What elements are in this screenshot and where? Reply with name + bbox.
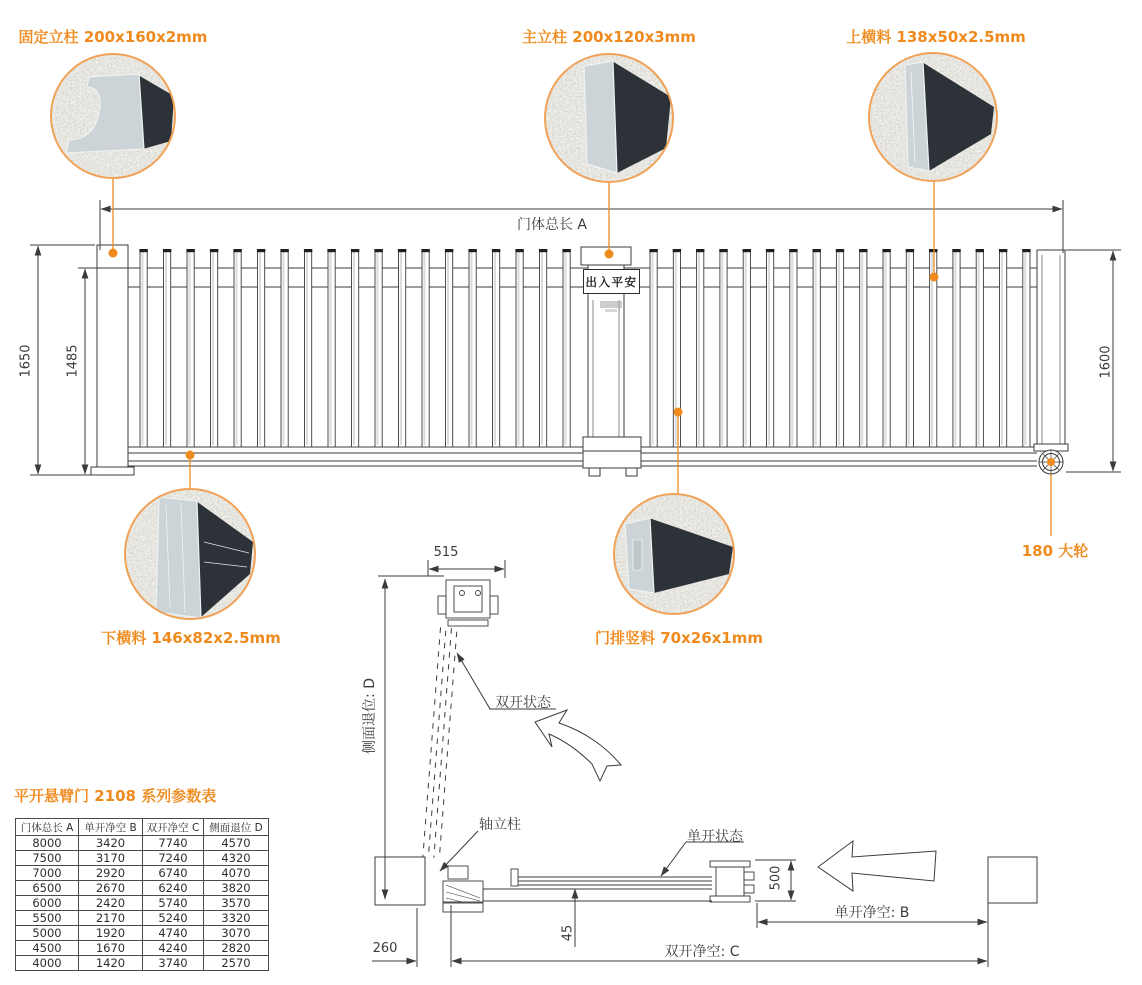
gate-picket (976, 249, 984, 447)
table-header-row (16, 819, 269, 836)
gate-picket (327, 249, 335, 447)
gate-picket (882, 249, 890, 447)
callout-dot-main-post (605, 250, 614, 259)
gate-picket (836, 249, 844, 447)
parameter-table (15, 818, 269, 971)
total-length-label: 门体总长 A (516, 217, 588, 233)
gate-picket (789, 249, 797, 447)
gate-picket (515, 249, 523, 447)
gate-picket (562, 249, 570, 447)
gate-motor (583, 437, 641, 468)
gate-picket (398, 249, 406, 447)
table-cell: 3170 (79, 851, 143, 866)
callout-dot-top-rail (930, 273, 939, 282)
wheel-label: 180 大轮 (1021, 542, 1089, 560)
gate-picket (445, 249, 453, 447)
callout-dot-bottom-rail (186, 451, 195, 460)
photo-bottom-rail (125, 489, 255, 619)
gate-picket (374, 249, 382, 447)
gate-picket (719, 249, 727, 447)
table-row (16, 941, 269, 956)
dim-1650-text: 1650 (18, 344, 34, 378)
gate-picket (999, 249, 1007, 447)
main-post-label: 主立柱 200x120x3mm (522, 28, 696, 46)
single-open-label: 单开状态 (687, 829, 743, 845)
pivot-post-leader (440, 831, 478, 871)
gate-picket (186, 249, 194, 447)
col-header-double-clear: 双开净空 C (143, 819, 204, 836)
double-open-label: 双开状态 (495, 695, 551, 711)
dim-500-text: 500 (768, 865, 784, 891)
callout-dot-wheel (1047, 458, 1055, 466)
table-row (16, 956, 269, 971)
gate-picket (210, 249, 218, 447)
single-clear-label: 单开净空: B (834, 905, 910, 921)
gate-pickets-left (139, 249, 570, 447)
table-cell: 6500 (16, 881, 79, 896)
table-cell: 4570 (204, 836, 269, 851)
table-cell: 4320 (204, 851, 269, 866)
dim-1485-text: 1485 (65, 344, 81, 378)
side-retreat-label: 侧面退位: D (362, 678, 378, 754)
fixed-post-label: 固定立柱 200x160x2mm (18, 28, 208, 46)
table-cell: 2420 (79, 896, 143, 911)
table-title: 平开悬臂门 2108 系列参数表 (14, 787, 217, 805)
table-cell: 3070 (204, 926, 269, 941)
gate-sign: 出入平安 (583, 269, 640, 294)
gate-picket (673, 249, 681, 447)
gate-picket (163, 249, 171, 447)
table-cell: 3820 (204, 881, 269, 896)
table-cell: 4000 (16, 956, 79, 971)
table-cell: 7000 (16, 866, 79, 881)
gate-picket (649, 249, 657, 447)
fixed-post (91, 245, 134, 475)
plan-right-post (988, 857, 1037, 903)
table-cell: 4070 (204, 866, 269, 881)
dim-515 (428, 560, 505, 578)
photo-fixed-post (51, 54, 175, 178)
gate-picket (952, 249, 960, 447)
dim-515-text: 515 (433, 545, 459, 560)
table-cell: 3320 (204, 911, 269, 926)
table-cell: 6240 (143, 881, 204, 896)
table-row (16, 926, 269, 941)
photo-main-post (545, 54, 673, 182)
table-cell: 6000 (16, 896, 79, 911)
dim-side-retreat-D (378, 576, 444, 899)
col-header-single-clear: 单开净空 B (79, 819, 143, 836)
table-cell: 3740 (143, 956, 204, 971)
table-cell: 1920 (79, 926, 143, 941)
gate-picket (421, 249, 429, 447)
table-cell: 7740 (143, 836, 204, 851)
gate-picket (351, 249, 359, 447)
gate-picket (813, 249, 821, 447)
table-cell: 2570 (204, 956, 269, 971)
pivot-post-label: 轴立柱 (479, 817, 521, 833)
gate-picket (859, 249, 867, 447)
callout-dot-picket (674, 408, 683, 417)
col-header-side-retreat: 侧面退位 D (204, 819, 269, 836)
table-row (16, 836, 269, 851)
callout-dot-fixed-post (109, 249, 118, 258)
pivot-mechanism (438, 580, 498, 626)
table-cell: 7240 (143, 851, 204, 866)
photo-picket (614, 494, 734, 614)
gate-picket (468, 249, 476, 447)
table-row (16, 896, 269, 911)
gate-picket (139, 249, 147, 447)
photo-top-rail (869, 53, 997, 181)
table-cell: 5000 (16, 926, 79, 941)
table-cell: 8000 (16, 836, 79, 851)
table-cell: 4500 (16, 941, 79, 956)
plan-closed-gate (443, 861, 754, 912)
table-cell: 1420 (79, 956, 143, 971)
table-cell: 2670 (79, 881, 143, 896)
gate-picket (539, 249, 547, 447)
gate-picket (743, 249, 751, 447)
top-rail-label: 上横料 138x50x2.5mm (846, 28, 1026, 46)
gate-picket (304, 249, 312, 447)
table-cell: 2170 (79, 911, 143, 926)
table-cell: 3570 (204, 896, 269, 911)
table-cell: 5240 (143, 911, 204, 926)
table-cell: 5500 (16, 911, 79, 926)
bottom-rail-label: 下横料 146x82x2.5mm (101, 629, 281, 647)
col-header-total-length: 门体总长 A (16, 819, 79, 836)
table-cell: 6740 (143, 866, 204, 881)
dim-260-text: 260 (372, 941, 398, 956)
gate-picket (492, 249, 500, 447)
gate-picket (1022, 249, 1030, 447)
table-cell: 4740 (143, 926, 204, 941)
end-post (1034, 250, 1068, 474)
dim-1600-text: 1600 (1098, 345, 1114, 379)
table-row (16, 851, 269, 866)
gate-picket (766, 249, 774, 447)
plan-drawing (372, 560, 1037, 967)
picket-label: 门排竖料 70x26x1mm (594, 629, 764, 647)
table-cell: 7500 (16, 851, 79, 866)
gate-picket (906, 249, 914, 447)
table-cell: 3420 (79, 836, 143, 851)
table-cell: 2920 (79, 866, 143, 881)
gate-picket (257, 249, 265, 447)
table-cell: 1670 (79, 941, 143, 956)
table-cell: 4240 (143, 941, 204, 956)
table-row (16, 911, 269, 926)
table-row (16, 881, 269, 896)
swing-arrow (535, 710, 621, 781)
gate-picket (280, 249, 288, 447)
open-gate-dashed (423, 627, 457, 858)
dim-45-text: 45 (560, 924, 576, 942)
brand-logo (600, 301, 622, 308)
table-row (16, 866, 269, 881)
single-open-leader (661, 842, 744, 876)
gate-picket (233, 249, 241, 447)
elevation-drawing (30, 200, 1121, 476)
gate-pickets-right (649, 249, 1030, 447)
plan-left-post (375, 857, 425, 905)
double-clear-label: 双开净空: C (664, 944, 740, 960)
direction-arrow (818, 841, 936, 891)
gate-picket (696, 249, 704, 447)
table-cell: 5740 (143, 896, 204, 911)
table-cell: 2820 (204, 941, 269, 956)
